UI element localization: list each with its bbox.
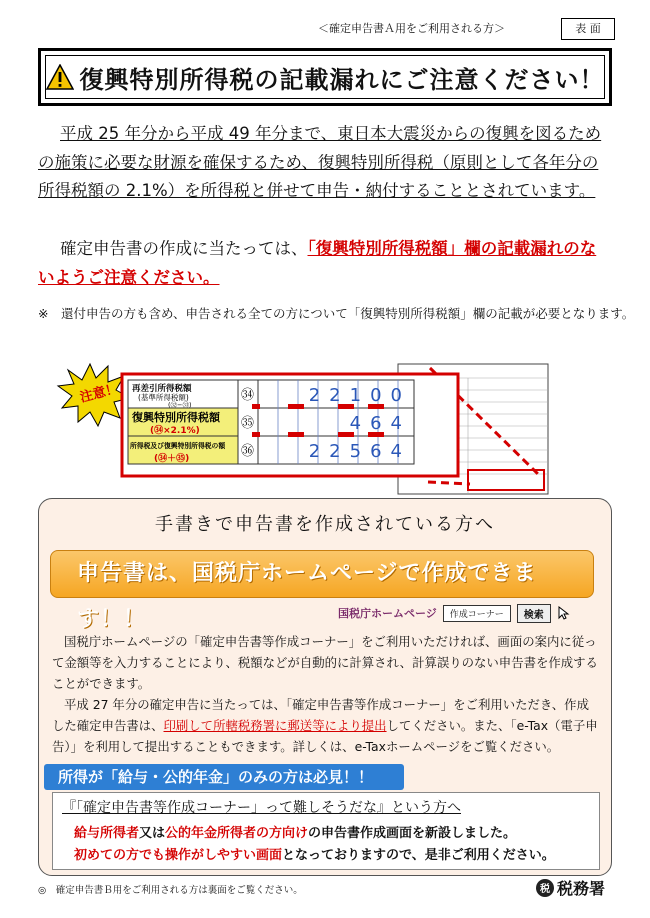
intro-paragraph: 平成 25 年分から平成 49 年分まで、東日本大震災からの復興を図るための施策に必要な財源を確保するため、復興特別所得税（原則として各年分の所得税額の 2.1%）を所得税と併せて申告・納付することとされています。: [38, 124, 602, 200]
refund-note: ※ 還付申告の方も含め、申告される全ての方について「復興特別所得税額」欄の記載が必要となります。: [38, 306, 635, 321]
tax-badge-icon: 税: [536, 879, 554, 897]
footer-note: ◎ 確定申告書Ｂ用をご利用される方は裏面をご覧ください。: [38, 885, 303, 896]
row36-value: 22564: [308, 441, 411, 462]
online-cta-banner: 申告書は、国税庁ホームページで作成できます！！: [50, 550, 594, 598]
new-screen-line-1: 給与所得者又は公的年金所得者の方向けの申告書作成画面を新設しました。: [74, 826, 517, 841]
form-type-note: ＜確定申告書Ａ用をご利用される方＞: [318, 22, 505, 35]
new-screen-line-2: 初めての方でも操作がしやすい画面となっておりますので、是非ご利用ください。: [74, 848, 555, 863]
row34-sub2: (㉜−㉝): [168, 401, 192, 409]
online-paragraph-1: 国税庁ホームページの「確定申告書等作成コーナー」をご利用いただければ、画面の案内に従って金額等を入力することにより、税額などが自動的に計算され、計算誤りのない申告書を作成することができます。: [52, 634, 598, 691]
row35-value: 464: [349, 413, 411, 434]
row36-num: ㊱: [241, 444, 255, 459]
caution-label: 注意！: [78, 381, 121, 406]
search-button[interactable]: 検索: [517, 604, 551, 623]
row35-num: ㉟: [241, 416, 255, 431]
online-heading: 手書きで申告書を作成されている方へ: [155, 514, 495, 535]
tax-office-mark: [536, 876, 605, 899]
row34-label: 再差引所得税額: [132, 384, 192, 394]
row35-label: 復興特別所得税額: [132, 411, 220, 424]
tax-form-illustration: [38, 360, 612, 496]
cursor-icon: [557, 606, 571, 620]
search-box[interactable]: 作成コーナー: [443, 605, 511, 622]
row34-value: 22100: [308, 385, 411, 406]
row34-sub: (基準所得税額): [138, 393, 189, 402]
page-title: 復興特別所得税の記載漏れにご注意ください！: [79, 65, 605, 94]
row35-sub: (㉞×2.1%): [150, 426, 200, 436]
row36-sub: (㉞＋㉟): [154, 454, 190, 464]
row36-label: 所得税及び復興特別所得税の額: [130, 442, 226, 450]
warning-icon: [46, 64, 74, 90]
row34-num: ㉞: [241, 388, 255, 403]
side-label: 表 面: [561, 18, 615, 40]
nta-logo: 国税庁ホームページ: [338, 607, 437, 620]
online-paragraph-2: 平成 27 年分の確定申告に当たっては、「確定申告書等作成コーナー」をご利用いただき、作成した確定申告書は、印刷して所轄税務署に郵送等により提出してください。また、「e-Tax（電子申告）」を利用して提出することもできます。詳しくは、e-Taxホームページをご覧ください。: [52, 697, 598, 754]
title-banner: [38, 48, 612, 106]
nta-search-bar: [338, 604, 571, 622]
salary-pension-banner: 所得が「給与・公的年金」のみの方は必見！！: [44, 764, 404, 790]
caution-paragraph: 確定申告書の作成に当たっては、「復興特別所得税額」欄の記載漏れのないようご注意ください。: [38, 239, 597, 287]
new-screen-title: 『「確定申告書等作成コーナー」って難しそうだな』という方へ: [62, 800, 461, 816]
tax-office-name: 税務署: [557, 879, 606, 898]
